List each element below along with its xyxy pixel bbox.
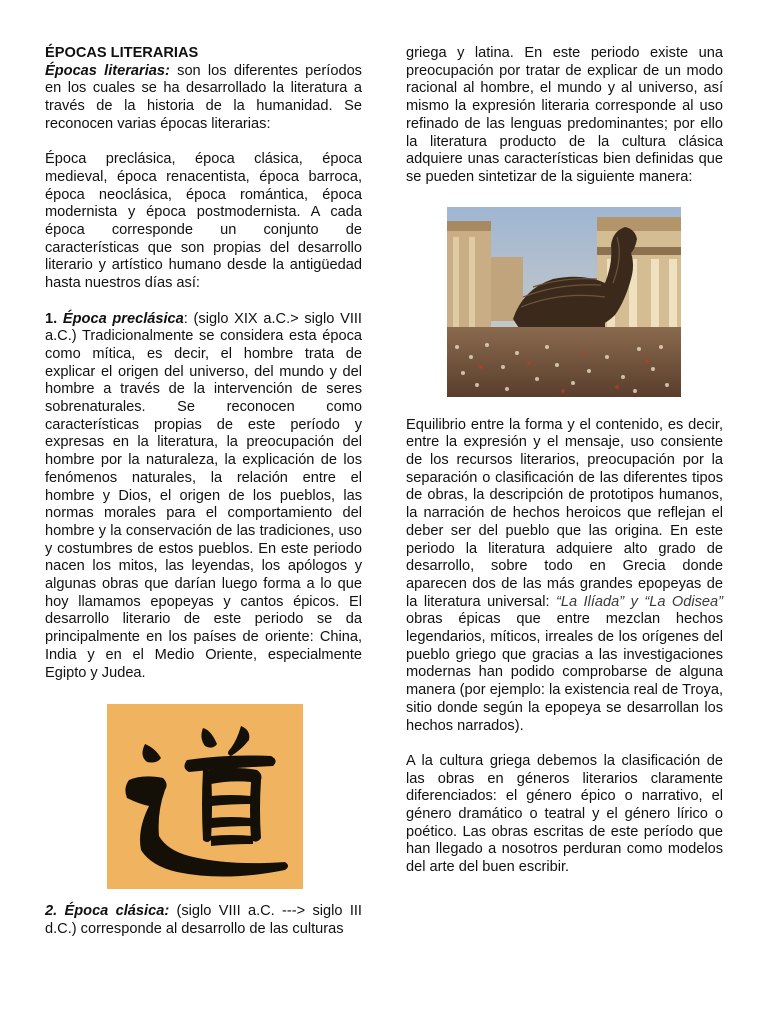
- intro-text: son los diferentes períodos en los cuales se ha desarrollado la literatura a través de la historia de la humanidad. Se reconocen varias épocas literarias:: [45, 62, 362, 132]
- classical-intro-paragraph: griega y latina. En este periodo existe una preocupación por tratar de explicar de un modo racional al hombre, el mundo y al universo, así mismo la expresión literaria corresponde al uso refinado de las lenguas predominantes; por ello la literatura producto de la cultura clásica adquiere unas características bien definidas que se pueden sintetizar de la siguiente manera:: [406, 45, 723, 185]
- section-1-number: 1.: [45, 310, 63, 327]
- features-text-a: Equilibrio entre la forma y el contenido, es decir, entre la expresión y el mensaje, uso consiente de los recursos literarios, preocupación por la separación o clasificación de las diferentes tipos de obras, la descripción de prototipos humanos, la narración de hechos heroicos que reflejan el deber ser del pueblo que las origina. En este periodo la literatura adquiere alto grado de desarrollo, sobre todo en Grecia donde aparecen dos de las más grandes epopeyas de la literatura universal:: [406, 416, 723, 610]
- section-2-paragraph: [45, 903, 362, 938]
- intro-paragraph: [45, 63, 362, 134]
- document-title: ÉPOCAS LITERARIAS: [45, 45, 199, 61]
- greek-genres-paragraph: A la cultura griega debemos la clasificación de las obras en géneros literarios claramente diferenciados: el género épico o narrativo, el género dramático o teatral y el género lírico o poético. Las obras escritas de este período que han llegado a nosotros perduran como modelos del arte del buen escribir.: [406, 752, 723, 876]
- tao-calligraphy-image: [107, 704, 303, 889]
- section-2-heading: 2. Época clásica:: [45, 903, 170, 920]
- section-1-paragraph: [45, 311, 362, 683]
- epic-works-titles: “La Ilíada” y “La Odisea”: [556, 593, 723, 610]
- trojan-horse-image: [447, 207, 681, 397]
- left-column: [45, 45, 362, 956]
- features-text-b: obras épicas que entre mezclan hechos legendarios, míticos, irreales de los orígenes del pueblo griego que gracias a las investigaciones modernas han podido comprobarse de alguna manera (por ejemplo: la existencia real de Troya, sitio donde según la epopeya se desarrollan los hechos narrados).: [406, 611, 723, 734]
- epochs-list-paragraph: Época preclásica, época clásica, época medieval, época renacentista, época barroca, época neoclásica, época romántica, época modernista y época postmodernista. A cada época corresponde un conjunto de características que son propias del desarrollo literario y artístico humano desde la antigüedad hasta nuestros días así:: [45, 151, 362, 292]
- section-2-text: (siglo VIII a.C. ---> siglo III d.C.) corresponde al desarrollo de las culturas: [45, 903, 362, 937]
- section-1-term: Época preclásica: [62, 310, 184, 327]
- intro-colon: :: [165, 62, 170, 79]
- section-1-text: : (siglo XIX a.C.> siglo VIII a.C.) Tradicionalmente se considera esta época como mítica, es decir, el hombre trata de explicar el origen del universo, del mundo y del hombre a través de la intervención de seres sobrenaturales. Se reconocen como características propias de este período y expresas en la literatura, la preocupación del hombre por la naturaleza, la explicación de los fenómenos naturales, la relación entre el hombre y Dios, el origen de los pueblos, las normas morales para el comportamiento del hombre y la conservación de las tradiciones, uso y costumbres de estos pueblos. En este periodo nacen los mitos, las leyendas, los apólogos y algunas obras que darían luego forma a lo que hoy llamamos epopeyas y cantos épicos. El desarrollo literario de este periodo se da principalmente en los países de oriente: China, India y en el Medio Oriente, especialmente Egipto y Judea.: [45, 310, 362, 681]
- right-column: [406, 45, 723, 895]
- intro-term: Épocas literarias: [45, 62, 166, 79]
- classical-features-paragraph: [406, 417, 723, 736]
